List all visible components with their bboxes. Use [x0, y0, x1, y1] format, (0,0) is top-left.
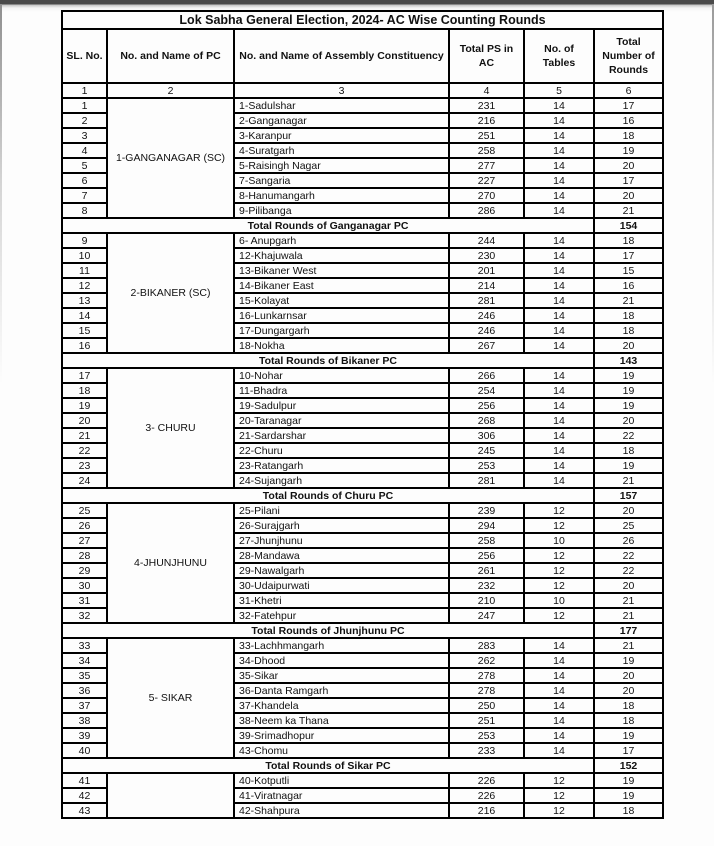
tables-cell: 12 — [524, 518, 594, 533]
ac-name-cell: 31-Khetri — [234, 593, 449, 608]
ac-name-cell: 40-Kotputli — [234, 773, 449, 788]
rounds-cell: 21 — [594, 293, 663, 308]
table-row — [62, 503, 663, 518]
total-ps-cell: 283 — [449, 638, 524, 653]
ac-name-cell: 29-Nawalgarh — [234, 563, 449, 578]
total-ps-cell: 246 — [449, 308, 524, 323]
rounds-cell: 19 — [594, 368, 663, 383]
sl-no-cell: 38 — [62, 713, 107, 728]
rounds-cell: 18 — [594, 713, 663, 728]
sl-no-cell: 40 — [62, 743, 107, 758]
rounds-cell: 20 — [594, 578, 663, 593]
pc-total-row — [62, 623, 663, 638]
tables-cell: 14 — [524, 143, 594, 158]
rounds-cell: 20 — [594, 338, 663, 353]
sl-no-cell: 8 — [62, 203, 107, 218]
ac-name-cell: 26-Surajgarh — [234, 518, 449, 533]
rounds-cell: 22 — [594, 428, 663, 443]
col-header-total-ps: Total PS in AC — [449, 29, 524, 83]
rounds-cell: 18 — [594, 443, 663, 458]
sl-no-cell: 15 — [62, 323, 107, 338]
tables-cell: 14 — [524, 683, 594, 698]
table-row — [62, 233, 663, 248]
total-ps-cell: 294 — [449, 518, 524, 533]
ac-name-cell: 5-Raisingh Nagar — [234, 158, 449, 173]
rounds-cell: 26 — [594, 533, 663, 548]
rounds-cell: 18 — [594, 698, 663, 713]
rounds-cell: 16 — [594, 278, 663, 293]
pc-name-cell: 5- SIKAR — [107, 638, 234, 758]
sl-no-cell: 41 — [62, 773, 107, 788]
pc-total-value: 177 — [594, 623, 663, 638]
rounds-cell: 17 — [594, 248, 663, 263]
tables-cell: 14 — [524, 248, 594, 263]
total-ps-cell: 268 — [449, 413, 524, 428]
column-number-row — [62, 83, 663, 98]
tables-cell: 14 — [524, 308, 594, 323]
ac-name-cell: 12-Khajuwala — [234, 248, 449, 263]
total-ps-cell: 258 — [449, 143, 524, 158]
sl-no-cell: 27 — [62, 533, 107, 548]
tables-cell: 12 — [524, 608, 594, 623]
tables-cell: 12 — [524, 578, 594, 593]
pc-total-label: Total Rounds of Churu PC — [62, 488, 594, 503]
pc-total-value: 143 — [594, 353, 663, 368]
total-ps-cell: 306 — [449, 428, 524, 443]
sl-no-cell: 43 — [62, 803, 107, 818]
ac-name-cell: 13-Bikaner West — [234, 263, 449, 278]
sl-no-cell: 16 — [62, 338, 107, 353]
col-header-tables: No. of Tables — [524, 29, 594, 83]
rounds-cell: 19 — [594, 143, 663, 158]
ac-name-cell: 35-Sikar — [234, 668, 449, 683]
ac-name-cell: 3-Karanpur — [234, 128, 449, 143]
ac-name-cell: 11-Bhadra — [234, 383, 449, 398]
total-ps-cell: 256 — [449, 548, 524, 563]
column-number: 5 — [524, 83, 594, 98]
sl-no-cell: 9 — [62, 233, 107, 248]
counting-rounds-table — [61, 10, 664, 819]
ac-name-cell: 15-Kolayat — [234, 293, 449, 308]
ac-name-cell: 25-Pilani — [234, 503, 449, 518]
ac-name-cell: 32-Fatehpur — [234, 608, 449, 623]
tables-cell: 14 — [524, 698, 594, 713]
rounds-cell: 19 — [594, 458, 663, 473]
ac-name-cell: 43-Chomu — [234, 743, 449, 758]
ac-name-cell: 21-Sardarshar — [234, 428, 449, 443]
ac-name-cell: 37-Khandela — [234, 698, 449, 713]
total-ps-cell: 261 — [449, 563, 524, 578]
total-ps-cell: 226 — [449, 773, 524, 788]
total-ps-cell: 254 — [449, 383, 524, 398]
tables-cell: 14 — [524, 293, 594, 308]
rounds-cell: 19 — [594, 788, 663, 803]
pc-name-cell: 4-JHUNJHUNU — [107, 503, 234, 623]
ac-name-cell: 10-Nohar — [234, 368, 449, 383]
tables-cell: 14 — [524, 173, 594, 188]
sl-no-cell: 13 — [62, 293, 107, 308]
pc-total-value: 152 — [594, 758, 663, 773]
tables-cell: 12 — [524, 773, 594, 788]
ac-name-cell: 7-Sangaria — [234, 173, 449, 188]
rounds-cell: 20 — [594, 158, 663, 173]
ac-name-cell: 39-Srimadhopur — [234, 728, 449, 743]
sl-no-cell: 7 — [62, 188, 107, 203]
sl-no-cell: 21 — [62, 428, 107, 443]
total-ps-cell: 253 — [449, 458, 524, 473]
column-number: 2 — [107, 83, 234, 98]
rounds-cell: 19 — [594, 773, 663, 788]
total-ps-cell: 278 — [449, 668, 524, 683]
sl-no-cell: 4 — [62, 143, 107, 158]
sl-no-cell: 3 — [62, 128, 107, 143]
tables-cell: 14 — [524, 188, 594, 203]
rounds-cell: 25 — [594, 518, 663, 533]
col-header-pc: No. and Name of PC — [107, 29, 234, 83]
page-left-edge — [0, 4, 2, 404]
total-ps-cell: 233 — [449, 743, 524, 758]
tables-cell: 12 — [524, 563, 594, 578]
rounds-cell: 20 — [594, 413, 663, 428]
total-ps-cell: 239 — [449, 503, 524, 518]
tables-cell: 14 — [524, 428, 594, 443]
pc-total-row — [62, 218, 663, 233]
tables-cell: 14 — [524, 653, 594, 668]
pc-name-cell: 2-BIKANER (SC) — [107, 233, 234, 353]
col-header-assembly-constituency: No. and Name of Assembly Constituency — [234, 29, 449, 83]
sl-no-cell: 19 — [62, 398, 107, 413]
column-number: 4 — [449, 83, 524, 98]
total-ps-cell: 226 — [449, 788, 524, 803]
ac-name-cell: 38-Neem ka Thana — [234, 713, 449, 728]
tables-cell: 14 — [524, 338, 594, 353]
tables-cell: 14 — [524, 443, 594, 458]
sl-no-cell: 12 — [62, 278, 107, 293]
sl-no-cell: 22 — [62, 443, 107, 458]
total-ps-cell: 216 — [449, 113, 524, 128]
tables-cell: 14 — [524, 743, 594, 758]
total-ps-cell: 277 — [449, 158, 524, 173]
ac-name-cell: 16-Lunkarnsar — [234, 308, 449, 323]
tables-cell: 12 — [524, 803, 594, 818]
pc-total-label: Total Rounds of Ganganagar PC — [62, 218, 594, 233]
sl-no-cell: 5 — [62, 158, 107, 173]
tables-cell: 10 — [524, 533, 594, 548]
total-ps-cell: 281 — [449, 473, 524, 488]
sl-no-cell: 26 — [62, 518, 107, 533]
rounds-cell: 20 — [594, 503, 663, 518]
tables-cell: 14 — [524, 323, 594, 338]
pc-total-label: Total Rounds of Jhunjhunu PC — [62, 623, 594, 638]
ac-name-cell: 41-Viratnagar — [234, 788, 449, 803]
total-ps-cell: 267 — [449, 338, 524, 353]
sl-no-cell: 1 — [62, 98, 107, 113]
total-ps-cell: 250 — [449, 698, 524, 713]
tables-cell: 14 — [524, 158, 594, 173]
total-ps-cell: 247 — [449, 608, 524, 623]
ac-name-cell: 23-Ratangarh — [234, 458, 449, 473]
rounds-cell: 19 — [594, 653, 663, 668]
sl-no-cell: 36 — [62, 683, 107, 698]
ac-name-cell: 8-Hanumangarh — [234, 188, 449, 203]
sl-no-cell: 35 — [62, 668, 107, 683]
table-body — [62, 98, 663, 818]
sl-no-cell: 2 — [62, 113, 107, 128]
total-ps-cell: 210 — [449, 593, 524, 608]
tables-cell: 12 — [524, 503, 594, 518]
sl-no-cell: 33 — [62, 638, 107, 653]
rounds-cell: 16 — [594, 113, 663, 128]
total-ps-cell: 258 — [449, 533, 524, 548]
total-ps-cell: 245 — [449, 443, 524, 458]
tables-cell: 14 — [524, 203, 594, 218]
rounds-cell: 21 — [594, 593, 663, 608]
rounds-cell: 19 — [594, 728, 663, 743]
ac-name-cell: 17-Dungargarh — [234, 323, 449, 338]
ac-name-cell: 28-Mandawa — [234, 548, 449, 563]
ac-name-cell: 6- Anupgarh — [234, 233, 449, 248]
total-ps-cell: 232 — [449, 578, 524, 593]
rounds-cell: 18 — [594, 323, 663, 338]
sl-no-cell: 31 — [62, 593, 107, 608]
ac-name-cell: 20-Taranagar — [234, 413, 449, 428]
total-ps-cell: 230 — [449, 248, 524, 263]
title-row — [62, 11, 663, 29]
rounds-cell: 21 — [594, 203, 663, 218]
ac-name-cell: 30-Udaipurwati — [234, 578, 449, 593]
table-row — [62, 638, 663, 653]
tables-cell: 14 — [524, 263, 594, 278]
ac-name-cell: 18-Nokha — [234, 338, 449, 353]
tables-cell: 14 — [524, 368, 594, 383]
rounds-cell: 20 — [594, 188, 663, 203]
rounds-cell: 21 — [594, 473, 663, 488]
sl-no-cell: 10 — [62, 248, 107, 263]
col-header-sl-no: SL. No. — [62, 29, 107, 83]
pc-total-row — [62, 488, 663, 503]
sl-no-cell: 11 — [62, 263, 107, 278]
total-ps-cell: 266 — [449, 368, 524, 383]
total-ps-cell: 244 — [449, 233, 524, 248]
total-ps-cell: 262 — [449, 653, 524, 668]
column-number: 6 — [594, 83, 663, 98]
ac-name-cell: 36-Danta Ramgarh — [234, 683, 449, 698]
rounds-cell: 18 — [594, 308, 663, 323]
rounds-cell: 21 — [594, 608, 663, 623]
rounds-cell: 20 — [594, 683, 663, 698]
tables-cell: 14 — [524, 278, 594, 293]
sl-no-cell: 24 — [62, 473, 107, 488]
tables-cell: 14 — [524, 413, 594, 428]
sl-no-cell: 25 — [62, 503, 107, 518]
total-ps-cell: 286 — [449, 203, 524, 218]
total-ps-cell: 278 — [449, 683, 524, 698]
rounds-cell: 17 — [594, 98, 663, 113]
tables-cell: 14 — [524, 473, 594, 488]
sl-no-cell: 29 — [62, 563, 107, 578]
tables-cell: 14 — [524, 233, 594, 248]
total-ps-cell: 227 — [449, 173, 524, 188]
column-number: 3 — [234, 83, 449, 98]
rounds-cell: 20 — [594, 668, 663, 683]
rounds-cell: 22 — [594, 548, 663, 563]
pc-name-cell — [107, 773, 234, 818]
total-ps-cell: 253 — [449, 728, 524, 743]
ac-name-cell: 42-Shahpura — [234, 803, 449, 818]
header-row — [62, 29, 663, 83]
rounds-cell: 18 — [594, 803, 663, 818]
pc-total-label: Total Rounds of Sikar PC — [62, 758, 594, 773]
ac-name-cell: 19-Sadulpur — [234, 398, 449, 413]
pc-total-value: 154 — [594, 218, 663, 233]
total-ps-cell: 256 — [449, 398, 524, 413]
tables-cell: 10 — [524, 593, 594, 608]
total-ps-cell: 270 — [449, 188, 524, 203]
pc-name-cell: 1-GANGANAGAR (SC) — [107, 98, 234, 218]
ac-name-cell: 34-Dhood — [234, 653, 449, 668]
sl-no-cell: 34 — [62, 653, 107, 668]
sl-no-cell: 23 — [62, 458, 107, 473]
ac-name-cell: 14-Bikaner East — [234, 278, 449, 293]
rounds-cell: 17 — [594, 173, 663, 188]
rounds-cell: 19 — [594, 383, 663, 398]
total-ps-cell: 246 — [449, 323, 524, 338]
sl-no-cell: 17 — [62, 368, 107, 383]
tables-cell: 14 — [524, 398, 594, 413]
tables-cell: 14 — [524, 668, 594, 683]
sl-no-cell: 18 — [62, 383, 107, 398]
pc-total-value: 157 — [594, 488, 663, 503]
sl-no-cell: 37 — [62, 698, 107, 713]
tables-cell: 12 — [524, 788, 594, 803]
ac-name-cell: 4-Suratgarh — [234, 143, 449, 158]
tables-cell: 14 — [524, 98, 594, 113]
total-ps-cell: 214 — [449, 278, 524, 293]
sl-no-cell: 6 — [62, 173, 107, 188]
tables-cell: 14 — [524, 638, 594, 653]
pc-total-row — [62, 353, 663, 368]
rounds-cell: 17 — [594, 743, 663, 758]
ac-name-cell: 27-Jhunjhunu — [234, 533, 449, 548]
total-ps-cell: 251 — [449, 128, 524, 143]
rounds-cell: 18 — [594, 128, 663, 143]
ac-name-cell: 1-Sadulshar — [234, 98, 449, 113]
tables-cell: 14 — [524, 128, 594, 143]
ac-name-cell: 22-Churu — [234, 443, 449, 458]
tables-cell: 14 — [524, 728, 594, 743]
pc-name-cell: 3- CHURU — [107, 368, 234, 488]
pc-total-row — [62, 758, 663, 773]
pc-total-label: Total Rounds of Bikaner PC — [62, 353, 594, 368]
sl-no-cell: 28 — [62, 548, 107, 563]
rounds-cell: 15 — [594, 263, 663, 278]
page-title: Lok Sabha General Election, 2024- AC Wise Counting Rounds — [62, 11, 663, 29]
tables-cell: 14 — [524, 113, 594, 128]
ac-name-cell: 24-Sujangarh — [234, 473, 449, 488]
rounds-cell: 21 — [594, 638, 663, 653]
rounds-cell: 22 — [594, 563, 663, 578]
sl-no-cell: 30 — [62, 578, 107, 593]
column-number: 1 — [62, 83, 107, 98]
table-row — [62, 773, 663, 788]
rounds-cell: 18 — [594, 233, 663, 248]
tables-cell: 14 — [524, 713, 594, 728]
total-ps-cell: 201 — [449, 263, 524, 278]
tables-cell: 14 — [524, 383, 594, 398]
sl-no-cell: 20 — [62, 413, 107, 428]
total-ps-cell: 281 — [449, 293, 524, 308]
total-ps-cell: 251 — [449, 713, 524, 728]
total-ps-cell: 216 — [449, 803, 524, 818]
table-row — [62, 368, 663, 383]
sl-no-cell: 32 — [62, 608, 107, 623]
total-ps-cell: 231 — [449, 98, 524, 113]
tables-cell: 12 — [524, 548, 594, 563]
col-header-total-rounds: Total Number of Rounds — [594, 29, 663, 83]
tables-cell: 14 — [524, 458, 594, 473]
ac-name-cell: 33-Lachhmangarh — [234, 638, 449, 653]
sl-no-cell: 14 — [62, 308, 107, 323]
rounds-cell: 19 — [594, 398, 663, 413]
ac-name-cell: 2-Ganganagar — [234, 113, 449, 128]
table-row — [62, 98, 663, 113]
sl-no-cell: 39 — [62, 728, 107, 743]
ac-name-cell: 9-Pilibanga — [234, 203, 449, 218]
sl-no-cell: 42 — [62, 788, 107, 803]
